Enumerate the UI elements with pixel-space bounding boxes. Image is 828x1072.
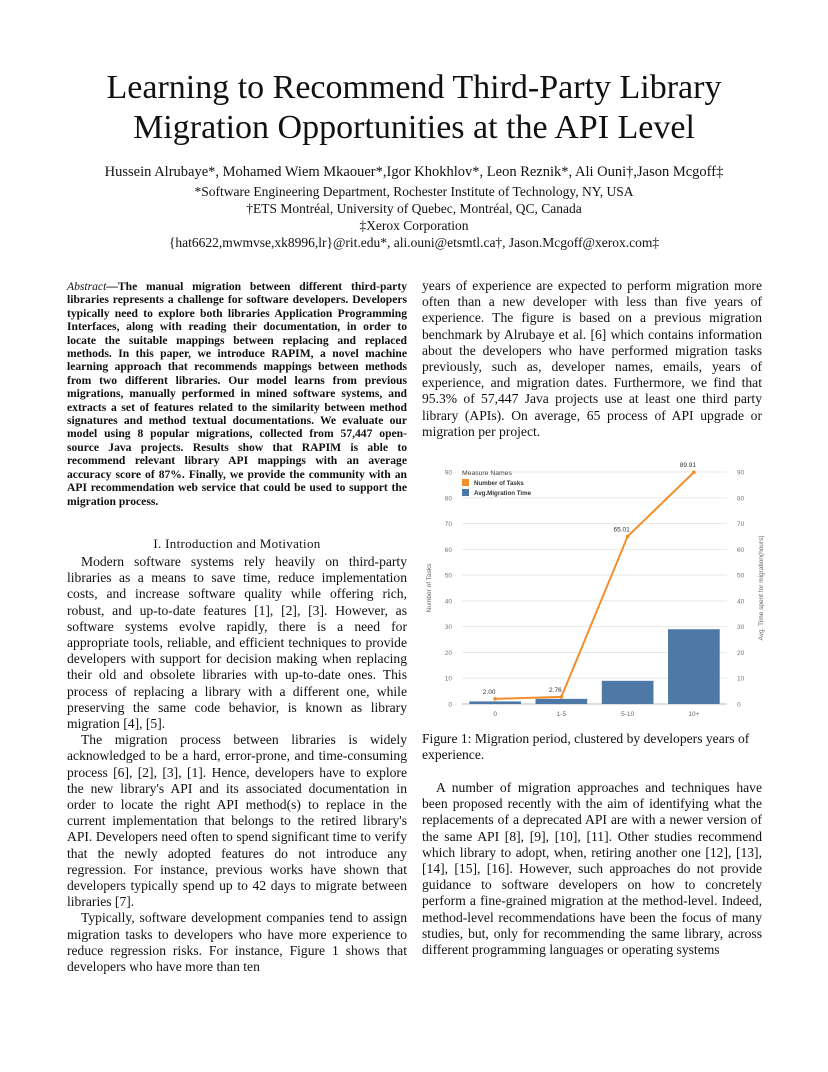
y-tick-left: 20 — [444, 649, 452, 657]
bar — [536, 699, 588, 704]
legend-title: Measure Names — [462, 470, 512, 477]
affiliation-rit: *Software Engineering Department, Rochester Institute of Technology, NY, USA — [194, 184, 634, 199]
abstract-text: —The manual migration between different third-party libraries represents a challenge for software developers. Developers typically need to explore both libraries Application Programming Interfaces, along with reading their documentation, in order to locate the suitable mappings between replacing and replaced methods. In this paper, we introduce RAPIM, a novel machine learning approach that recommends mappings between methods from two different libraries. Our model learns from previous migrations, manually performed in mined software systems, and extracts a set of features related to the similarity between method signatures and method textual documentations. We evaluate our model using 8 popular migrations, collected from 57,447 open-source Java projects. Results show that RAPIM is able to recommend relevant library API mappings with an average accuracy score of 87%. Finally, we provide the community with an API recommendation web service that could be used to support the migration process. — [67, 280, 407, 508]
data-label: 2.00 — [482, 688, 496, 696]
y-tick-left: 0 — [448, 701, 452, 709]
y-tick-right: 40 — [737, 598, 745, 606]
legend-label-time: Avg.Migration Time — [474, 490, 532, 497]
bar — [668, 629, 720, 704]
y-tick-right: 20 — [737, 649, 745, 657]
y-axis-title-left: Number of Tasks — [426, 563, 433, 613]
paragraph-related-work: A number of migration approaches and techniques have been proposed recently with the aim of identifying what the replacements of a deprecated API are with a newer version of the same API [8], [9], [10], [11]. Other studies recommend which library to adopt, when, retiring another one [12], [13], [14], [15], [16]. However, such approaches do not provide guidance to software developers on how to concretely perform a fine-grained migration at the method-level. Indeed, method-level recommendations have been the focus of many studies, but, only for recommending the same library, across different programming languages or operating systems — [422, 780, 762, 958]
y-tick-right: 30 — [737, 624, 745, 632]
paragraph-1: Modern software systems rely heavily on third-party libraries as a means to save time, reduce implementation costs, and increase software quality while offering rich, robust, and up-to-date features [1], [2], [3]. However, as software systems evolve rapidly, there is a need for appropriate tools, reliable, and efficient techniques to provide developers with support for decision making when replacing their old and obsolete libraries with up-to-date ones. This process of replacing a library with a different one, while preserving the same code behavior, is known as library migration [4], [5]. — [67, 554, 407, 732]
y-tick-right: 10 — [737, 675, 745, 683]
abstract — [67, 280, 407, 508]
paragraph-continued: years of experience are expected to perform migration more often than a new developer with less than five years of experience. The figure is based on a previous migration benchmark by Alrubaye et al. [6] which contains information about the developers who have performed migration tasks previously, such as, developer names, emails, years of experience, and migration dates. Furthermore, we find that 95.3% of 57,447 Java projects use at least one third party library (APIs). On average, 65 process of API upgrade or migration per project. — [422, 278, 762, 439]
y-tick-left: 60 — [444, 546, 452, 554]
line-point — [493, 697, 497, 701]
affiliation-xerox: ‡Xerox Corporation — [359, 218, 469, 233]
y-tick-left: 80 — [444, 495, 452, 503]
data-label: 65.01 — [613, 526, 630, 534]
line-point — [626, 535, 630, 539]
paragraph-3: Typically, software development companies tend to assign migration tasks to developers who have more experience to reduce regression risks. For instance, Figure 1 shows that developers who have more than ten — [67, 910, 407, 975]
section-heading-introduction: I. Introduction and Motivation — [153, 536, 321, 551]
y-tick-left: 30 — [444, 624, 452, 632]
y-tick-right: 50 — [737, 572, 745, 580]
line-point — [560, 695, 564, 699]
y-tick-left: 70 — [444, 521, 452, 529]
y-tick-left: 90 — [444, 469, 452, 477]
author-emails: {hat6622,mwmvse,xk8996,lr}@rit.edu*, ali.ouni@etsmtl.ca†, Jason.Mcgoff@xerox.com‡ — [168, 235, 660, 250]
line-series — [495, 472, 694, 699]
right-column-top — [422, 278, 762, 440]
legend-label-tasks: Number of Tasks — [474, 480, 524, 487]
x-tick-label: 1-5 — [556, 711, 567, 718]
y-tick-right: 0 — [737, 701, 741, 709]
figure-1-chart — [422, 455, 767, 725]
legend-swatch-time — [462, 489, 469, 496]
bar — [602, 681, 654, 704]
y-tick-right: 80 — [737, 495, 745, 503]
figure-caption: Figure 1: Migration period, clustered by developers years of experience. — [422, 731, 750, 763]
right-column-bottom — [422, 780, 762, 958]
bar — [469, 701, 521, 704]
left-column-body — [67, 554, 407, 975]
y-tick-right: 90 — [737, 469, 745, 477]
y-tick-left: 40 — [444, 598, 452, 606]
paragraph-2: The migration process between libraries is widely acknowledged to be a hard, error-prone, and time-consuming process [6], [2], [3], [1]. Hence, developers have to explore the new library's API and its associated documentation in order to locate the right API method(s) to replace in the current implementation that belongs to the retired library's API. Developers need often to spend significant time to verify that the newly adopted features do not introduce any regression. For instance, previous works have shown that developers typically spend up to 42 days to migrate between libraries [7]. — [67, 732, 407, 910]
y-tick-right: 70 — [737, 521, 745, 529]
line-point — [692, 470, 696, 474]
y-tick-right: 60 — [737, 546, 745, 554]
author-list: Hussein Alrubaye*, Mohamed Wiem Mkaouer*,Igor Khokhlov*, Leon Reznik*, Ali Ouni†,Jason Mcgoff‡ — [104, 164, 724, 180]
affiliation-ets: †ETS Montréal, University of Quebec, Montréal, QC, Canada — [246, 201, 582, 216]
x-tick-label: 10+ — [688, 711, 700, 718]
data-label: 89.91 — [679, 462, 697, 470]
x-tick-label: 0 — [493, 711, 497, 718]
y-tick-left: 50 — [444, 572, 452, 580]
legend-swatch-tasks — [462, 479, 469, 486]
paper-title — [40, 68, 788, 148]
x-tick-label: 5-10 — [621, 711, 635, 718]
y-axis-title-right: Avg. Time spent for migration(hours) — [758, 535, 765, 641]
abstract-lead: Abstract — [67, 280, 107, 293]
y-tick-left: 10 — [444, 675, 452, 683]
title-line-2: Migration Opportunities at the API Level — [133, 109, 695, 146]
data-label: 2.76 — [549, 686, 562, 694]
title-line-1: Learning to Recommend Third-Party Library — [106, 69, 722, 106]
